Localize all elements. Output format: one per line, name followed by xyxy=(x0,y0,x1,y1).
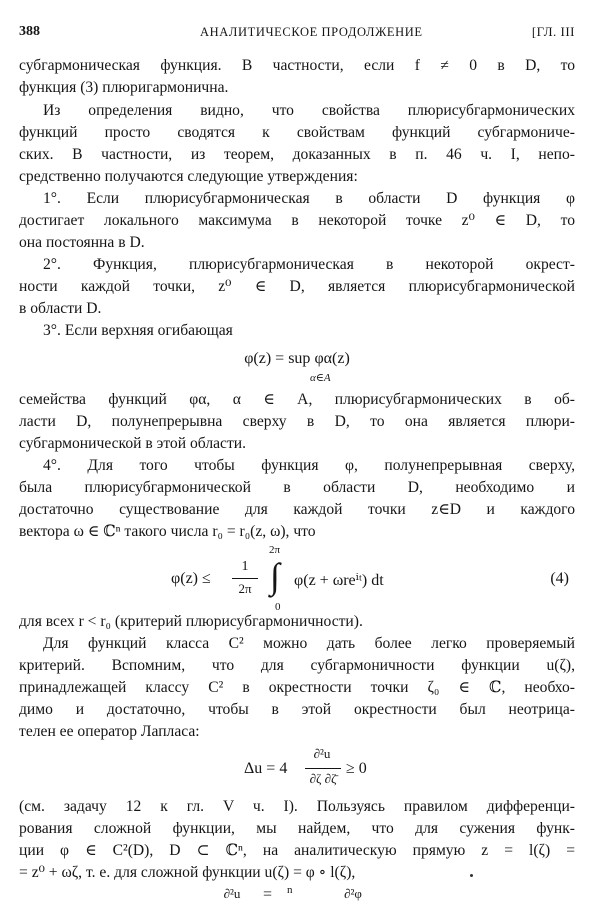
text-line: субгармонической в этой области. xyxy=(19,435,246,452)
lhs-numerator: ∂²u xyxy=(223,886,241,901)
formula-lhs: Δu = 4 xyxy=(244,760,288,777)
text-line: димо и достаточно, чтобы в этой окрестности был неотрица- xyxy=(19,701,575,718)
text-line: рования сложной функции, мы найдем, что для сужения функ- xyxy=(19,820,575,837)
text-line: (см. задачу 12 к гл. V ч. I). Пользуясь правилом дифференци- xyxy=(19,798,575,815)
envelope-formula xyxy=(19,344,575,390)
text-line: 3°. Если верхняя огибающая xyxy=(43,322,233,339)
criterion-formula xyxy=(19,546,575,614)
text-line: ласти D, полунепрерывна сверху в D, то она является плюри- xyxy=(19,413,575,430)
running-title: АНАЛИТИЧЕСКОЕ ПРОДОЛЖЕНИЕ xyxy=(200,25,423,39)
equation-number: (4) xyxy=(550,570,569,587)
integral-upper-limit: 2π xyxy=(269,544,281,556)
text-line: ции φ ∈ C²(D), D ⊂ ℂⁿ, на аналитическую прямую z = l(ζ) = xyxy=(19,842,575,859)
text-line: Для функций класса C² можно дать более легко проверяемый xyxy=(43,635,575,652)
text-line: ности каждой точки, z⁰ ∈ D, является плюрисубгармонической xyxy=(19,278,575,295)
fraction-denominator: ∂ζ ∂ζ̄ xyxy=(309,771,337,786)
sum-upper-limit: n xyxy=(287,884,293,896)
text-line: = z⁰ + ωζ, т. е. для сложной функции u(ζ) = φ ∘ l(ζ), xyxy=(19,864,356,881)
formula-rhs: ≥ 0 xyxy=(346,760,367,777)
integrand: φ(z + ωreⁱᵗ) dt xyxy=(294,572,384,589)
chain-rule-formula xyxy=(19,884,575,903)
text-line: функция (3) плюригармонична. xyxy=(19,79,229,96)
text-line: 1°. Если плюрисубгармоническая в области D функция φ xyxy=(43,190,575,207)
text-line: для всех r < r₀ (критерий плюрисубгармоничности). xyxy=(19,613,363,630)
fraction-bar xyxy=(232,578,258,579)
text-line: 2°. Функция, плюрисубгармоническая в некоторой окрест- xyxy=(43,256,575,273)
text-line: достигает локального максимума в некоторой точке z⁰ ∈ D, то xyxy=(19,212,575,229)
text-line: вектора ω ∈ ℂⁿ такого числа r₀ = r₀(z, ω), что xyxy=(19,523,316,540)
page-number: 388 xyxy=(19,24,40,39)
text-line: принадлежащей классу C² в окрестности точки ζ₀ ∈ ℂ, необхо- xyxy=(19,679,575,696)
rhs-numerator: ∂²φ xyxy=(344,886,362,901)
text-line: ских. В частности, из теорем, доказанных в п. 46 ч. I, непо- xyxy=(19,146,575,163)
formula-lhs: φ(z) ≤ xyxy=(171,570,211,587)
text-line: критерий. Вспомним, что для субгармоничности функции u(ζ), xyxy=(19,657,575,674)
print-speck xyxy=(470,874,473,877)
fraction-numerator: 1 xyxy=(241,559,249,574)
formula-rhs: φα(z) xyxy=(314,350,350,367)
fraction-bar xyxy=(305,768,341,769)
text-line: достаточно существование для каждой точки z∈D и каждого xyxy=(19,501,575,518)
text-line: субгармоническая функция. В частности, если f ≠ 0 в D, то xyxy=(19,57,575,74)
text-line: 4°. Для того чтобы функция φ, полунепрерывная сверху, xyxy=(43,457,575,474)
text-line: функций просто сводятся к свойствам функций субгармониче- xyxy=(19,124,575,141)
fraction-numerator: ∂²u xyxy=(313,746,331,761)
formula-lhs: φ(z) = sup xyxy=(244,350,311,367)
chapter-label: [ГЛ. III xyxy=(531,24,575,39)
sup-subscript: α∈A xyxy=(310,372,331,384)
text-line: была плюрисубгармонической в области D, необходимо и xyxy=(19,479,575,496)
fraction-denominator: 2π xyxy=(238,581,252,596)
text-line: в области D. xyxy=(19,300,102,317)
laplace-formula xyxy=(19,746,575,796)
equals-sign: = xyxy=(263,886,273,903)
text-line: она постоянна в D. xyxy=(19,234,145,251)
integral-sign: ∫ xyxy=(270,556,280,596)
text-line: Из определения видно, что свойства плюрисубгармонических xyxy=(43,102,575,119)
text-line: средственно получаются следующие утверждения: xyxy=(19,168,358,185)
running-header xyxy=(19,24,575,46)
text-line: телен ее оператор Лапласа: xyxy=(19,723,200,740)
integral-lower-limit: 0 xyxy=(275,601,281,613)
text-line: семейства функций φα, α ∈ A, плюрисубгармонических в об- xyxy=(19,391,575,408)
